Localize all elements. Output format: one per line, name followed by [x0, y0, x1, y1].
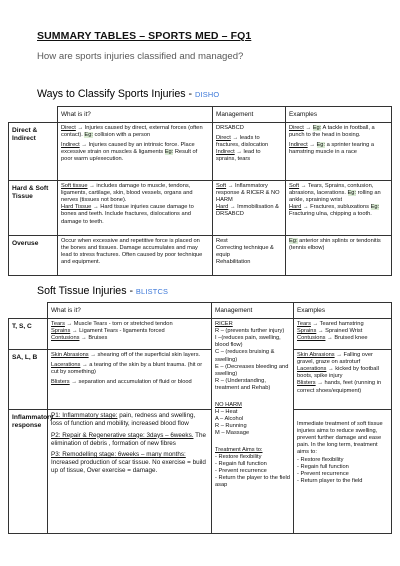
term: Hard: [216, 204, 229, 211]
term: P3: Remodelling stage: 6weeks – many months:: [51, 450, 186, 458]
term: Tears: [51, 321, 65, 328]
management-text: Rehabilitation: [216, 259, 251, 266]
ricer-item: E – (Decreases bleeding and swelling): [215, 363, 289, 377]
column-header: Examples: [286, 107, 392, 123]
ricer-item: C – (reduces bruising & swelling): [215, 349, 275, 363]
term: Soft tissue: [61, 183, 88, 190]
table-row: [9, 319, 392, 350]
examples-cell: [294, 319, 392, 350]
ricer-item: R – (Understanding, treatment and Rehab): [215, 377, 271, 391]
section-heading-classify: [37, 88, 219, 100]
example-text: → Sprained Wrist: [316, 328, 363, 335]
blank-cell: [9, 107, 58, 123]
aims-item: - Return the player to the field asap: [215, 474, 290, 488]
definition-text: → includes damage to muscle, tendons, ligaments, cartilage, skin, blood vessels, organs and nerves (tissues not bone).: [61, 183, 193, 204]
ricer-item: R – (prevents further injury): [215, 328, 285, 335]
table-row: [9, 123, 392, 181]
definition-text: → Ligament Tears - ligaments forced: [70, 328, 165, 335]
term: Hard Tissue: [61, 204, 92, 211]
management-text: Rest: [216, 238, 228, 245]
aims-heading: Treatment Aims to:: [215, 446, 263, 453]
example-text: - Restore flexibility: [297, 456, 344, 463]
term: Direct: [289, 125, 304, 132]
definition-text: → Bruises: [79, 335, 108, 342]
example-text: → Tears, Sprains, contusion, abrasions, lacerations.: [289, 183, 374, 197]
eg-text: rolling an ankle, spraining wrist: [289, 190, 381, 204]
page-title: SUMMARY TABLES – SPORTS MED – FQ1: [37, 30, 252, 42]
eg-tag: Eg:: [84, 132, 93, 139]
column-header: Management: [213, 107, 286, 123]
section-heading-text: Soft Tissue Injuries -: [37, 285, 136, 297]
term: Hard: [289, 204, 302, 211]
eg-text: anterior shin splints or tendonitis (tennis elbow): [289, 238, 381, 252]
table-header-row: [9, 303, 392, 319]
term: Direct: [61, 125, 76, 132]
examples-cell: [286, 236, 392, 276]
row-label: Overuse: [9, 236, 58, 276]
example-text: → hands, feet (running in correct shoes/equipment): [297, 380, 382, 394]
term: Tears: [297, 321, 311, 328]
aims-item: - Restore flexibility: [215, 453, 262, 460]
term: Skin Abrasions: [51, 352, 89, 359]
definition-text: → Injuries caused by direct, external forces (often contact).: [61, 125, 203, 139]
example-text: - Return player to the field: [297, 477, 363, 484]
definition-text: → Muscle Tears - torn or stretched tendon: [64, 321, 173, 328]
term: Indirect: [216, 149, 235, 156]
term: Blisters: [51, 379, 70, 386]
definition-text: → Injuries caused by an intrinsic force. Place excessive strain on muscles & ligaments: [61, 142, 195, 156]
column-header: Examples: [294, 303, 392, 319]
examples-cell: [286, 181, 392, 236]
aims-item: - Regain full function: [215, 460, 267, 467]
term: Lacerations: [51, 362, 81, 369]
term: Lacerations: [297, 366, 327, 373]
page-question: How are sports injuries classified and managed?: [37, 51, 244, 62]
term: Skin Abrasions: [297, 352, 335, 359]
management-cell: [213, 181, 286, 236]
table-row: [9, 236, 392, 276]
row-label: Hard & Soft Tissue: [9, 181, 58, 236]
definition-text: → a tearing of the skin by a blunt trauma. (hit or cut by something): [51, 362, 203, 376]
term: Soft: [216, 183, 227, 190]
definition-text: The elimination of debris , formation of new fibres: [51, 431, 206, 447]
column-header: What is it?: [58, 107, 213, 123]
table-row: [9, 350, 392, 410]
eg-text: A tackle in football, a punch to the head in boxing.: [289, 125, 375, 139]
example-text: - Regain full function: [297, 463, 349, 470]
column-header: Management: [212, 303, 294, 319]
management-text: → Inflammatory response & RICER & NO HARM: [216, 183, 280, 204]
noharm-item: M – Massage: [215, 430, 250, 437]
eg-tag: Eg:: [312, 125, 322, 132]
row-label: Inflammatory response: [9, 410, 48, 534]
example-text: → Bruised knee: [325, 335, 368, 342]
term: Contusions: [297, 335, 326, 342]
classify-injuries-table: [8, 106, 392, 276]
example-text: →: [307, 142, 317, 149]
example-text: → Teared hamstring: [310, 321, 364, 328]
examples-cell: [286, 123, 392, 181]
term: Sprains: [297, 328, 317, 335]
definition-text: pain, redness and swelling, loss of function and mobility, increased blood flow: [51, 412, 196, 428]
eg-text: collision with a person: [92, 132, 151, 139]
what-cell: [48, 319, 212, 350]
examples-cell: [294, 350, 392, 410]
example-text: → Fractures, subluxations: [301, 204, 371, 211]
what-cell: [58, 181, 213, 236]
management-text: → Immobilisation & DRSABCD: [216, 204, 279, 218]
what-cell: [58, 123, 213, 181]
term: Direct: [216, 135, 231, 142]
what-cell: [48, 410, 212, 534]
noharm-item: H – Heat: [215, 409, 238, 416]
definition-text: Increased production of scar tissue. No exercise = build up of tissue, Over exercise = damage.: [51, 459, 206, 475]
term: P2: Repair & Regenerative stage: 3days – 6weeks.: [51, 431, 194, 439]
eg-text: Fracturing ulna, chipping a tooth.: [289, 211, 372, 218]
management-cell: [213, 236, 286, 276]
row-label: SA, L, B: [9, 350, 48, 410]
section-acronym: BLISTCS: [135, 287, 169, 296]
noharm-heading: NO HARM: [215, 402, 242, 409]
management-text: Correcting technique & equip: [216, 245, 274, 259]
section-acronym: DISHO: [194, 90, 220, 99]
example-text: → kicked by football boots, spike injury: [297, 366, 379, 380]
definition-text: → shearing off of the superficial skin layers.: [88, 352, 201, 359]
example-text: → Falling over gravel, graze on astroturf: [297, 352, 373, 366]
blank-cell: [9, 303, 48, 319]
term: Blisters: [297, 380, 316, 387]
example-text: Immediate treatment of soft tissue injuries aims to reduce swelling, prevent further damage and ease pain. In the long term, treatment aims to:: [297, 421, 383, 456]
management-text: → lead to sprains, tears: [216, 149, 261, 163]
management-cell: [213, 123, 286, 181]
noharm-item: A – Alcohol: [215, 416, 244, 423]
row-label: T, S, C: [9, 319, 48, 350]
eg-tag: Eg:: [289, 238, 298, 245]
management-text: → leads to fractures, dislocation: [216, 135, 269, 149]
what-cell: Occur when excessive and repetitive force is placed on the bones and tissues. Damage accumulates and may lead to stress fractures. Often caused by poor technique and equipment.: [58, 236, 213, 276]
term: P1: Inflammatory stage:: [51, 412, 118, 420]
examples-cell: [294, 410, 392, 534]
ricer-heading: RICER: [215, 321, 233, 328]
example-text: →: [303, 125, 313, 132]
term: Indirect: [61, 142, 80, 149]
what-cell: [48, 350, 212, 410]
term: Sprains: [51, 328, 71, 335]
table-header-row: [9, 107, 392, 123]
eg-tag: Eg:: [347, 190, 357, 197]
example-text: - Prevent recurrence: [297, 470, 349, 477]
management-text: DRSABCD: [216, 125, 244, 132]
noharm-item: R – Running: [215, 423, 247, 430]
eg-tag: Eg:: [316, 142, 326, 149]
aims-item: - Prevent recurrence: [215, 467, 267, 474]
section-heading-text: Ways to Classify Sports Injuries -: [37, 88, 195, 100]
row-label: Direct & Indirect: [9, 123, 58, 181]
term: Contusions: [51, 335, 80, 342]
eg-text: Result of poor warm up/execution.: [61, 149, 198, 163]
eg-tag: Eg:: [370, 204, 380, 211]
eg-tag: Eg:: [164, 149, 174, 156]
management-cell: [212, 319, 294, 534]
eg-text: a sprinter tearing a hamstring muscle in a race: [289, 142, 375, 156]
table-row: [9, 181, 392, 236]
definition-text: → separation and accumulation of fluid or blood: [69, 379, 192, 386]
ricer-item: I –(reduces pain, swelling, blood flow): [215, 335, 281, 349]
section-heading-soft-tissue: [37, 285, 168, 297]
soft-tissue-table: [8, 302, 392, 534]
term: Soft: [289, 183, 300, 190]
table-row: [9, 410, 392, 534]
term: Indirect: [289, 142, 308, 149]
column-header: What is it?: [48, 303, 212, 319]
definition-text: → Hard tissue injuries cause damage to bones and teeth. Include fractures, dislocations and damage to teeth.: [61, 204, 194, 225]
